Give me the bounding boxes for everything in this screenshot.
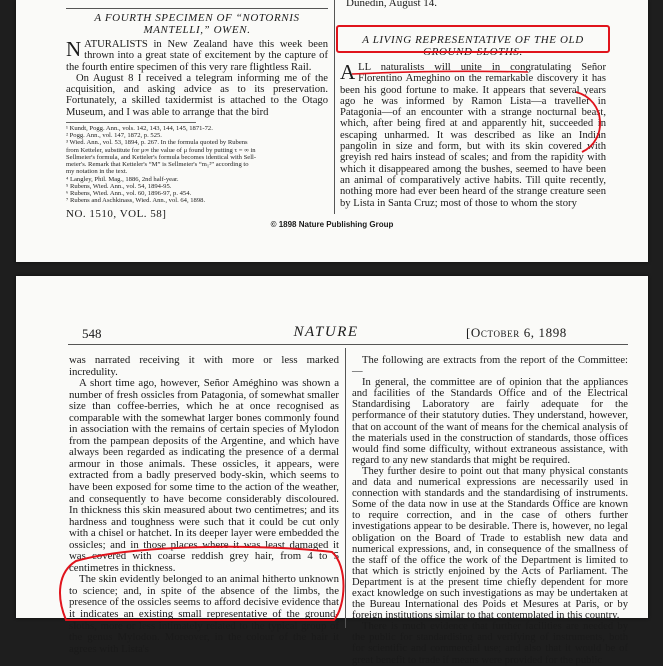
page-number: 548 bbox=[82, 326, 102, 341]
heading-line-2: GROUND-SLOTHS. bbox=[423, 46, 523, 58]
dateline: Dunedin, August 14. bbox=[346, 0, 438, 9]
footnote: ³ Wied. Ann., vol. 53, 1894, p. 267. In the formula quoted by Rubens bbox=[66, 139, 248, 147]
footnote: ¹ Kundt, Pogg. Ann., vols. 142, 143, 144, 145, 1871-72. bbox=[66, 125, 213, 133]
paragraph: was narrated receiving it with more or less marked incredulity. bbox=[69, 354, 339, 378]
bottom-page-scan bbox=[16, 276, 648, 666]
journal-title: NATURE bbox=[293, 324, 359, 340]
footnote: ⁵ Rubens, Wied. Ann., vol. 54, 1894-95. bbox=[66, 182, 172, 190]
paragraph: A short time ago, however, Señor Améghino was shown a number of fresh ossicles from Patagonia, of somewhat smaller size than coffee-berries, which he at once recognised as comparable with the somewhat larger bones commonly found in association with the remains of certain species of Mylodon from the pampean deposits of the Argentine, and which have always been regarded as indicating the presence of a dermal armour in those animals. These ossicles, it appears, were extracted from a badly preserved body-skin, which seems to have been exposed for some time to the action of the weather, and consequently to have become considerably discoloured. In thickness this skin measured about two centimetres; and its hardness and toughness were such that it could be cut only with a chisel or hatchet. In its deeper layer were embedded the ossicles; and in those places where it was least damaged it was covered with coarse reddish grey hair, from 4 to 5 centimetres in thickness. bbox=[69, 377, 339, 574]
red-ink-annotations bbox=[16, 276, 648, 618]
paragraph: On August 8 I received a telegram informing me of the acquisition, and asking advice as to its preservation. Fortunately, a skilled taxidermist is attached to the Otago Museum, and I was able to arrange that the bird bbox=[66, 72, 328, 118]
issue-label: NO. 1510, VOL. 58] bbox=[66, 208, 167, 221]
footnote: ⁶ Rubens, Wied. Ann., vol. 60, 1896-97, p. 454. bbox=[66, 189, 192, 197]
paragraph: The following are extracts from the report of the Committee:— bbox=[352, 355, 628, 378]
issue-date: [October 6, 1898 bbox=[466, 325, 567, 340]
drop-cap: N bbox=[66, 37, 82, 61]
red-underline bbox=[352, 71, 528, 74]
footnote: from Ketteler, substitute for μ∞ the value of μ found by putting τ = ∞ in bbox=[66, 146, 256, 154]
top-page-scan bbox=[16, 0, 648, 262]
footnote: Sellmeier's formula, and Ketteler's formula becomes identical with Sell- bbox=[66, 153, 257, 161]
heading-line-1: A FOURTH SPECIMEN OF “NOTORNIS bbox=[94, 12, 300, 24]
copyright-notice: © 1898 Nature Publishing Group bbox=[270, 220, 394, 229]
paragraph: They further desire to point out that many physical constants and data and numerical expressions are necessarily used in connection with standards and the standardising of instruments. Some of the data now in use at the Standards Office are known to require correction, and in the case of others further investigations appear to be desirable. There is, however, no legal obligation on the Board of Trade to establish new data and numerical expressions, and, in consequence of the smallness of the staff of the office the work of the Department is limited to that which is strictly enjoined by the Acts of Parliament. The Department is at the present time chiefly dependent for more exact knowledge on such investigations as may be undertaken at the Bureau International des Poids et Mesures at Paris, or by foreign institutions similar to that contemplated in this country. bbox=[352, 465, 628, 622]
paragraph: There is much evidence that further facilities are needed by the public for standardising and verifying of instruments, both for scientific and commercial use; and also that it would be of great benefit to trade if means were provided for the public bbox=[352, 621, 628, 666]
footnote: meier's. Remark that Ketteler's “M” is Sellmeier's “m₁²” according to bbox=[66, 161, 249, 169]
drop-cap: A bbox=[340, 60, 356, 84]
paragraph: The skin evidently belonged to an animal hitherto unknown to science; and, in spite of the absence of the limbs, the presence of the ossicles seems to afford decisive evidence that it indicates an existing small representative of the ground-sloths, more or less intimately related to the typical group of the genus Mylodon. Moreover, in the colour of the hair it agrees with Lista's bbox=[69, 573, 339, 655]
footnote: ⁴ Langley, Phil. Mag., 1886, 2nd half-year. bbox=[66, 175, 179, 183]
footnote: my notation in the text. bbox=[66, 168, 128, 176]
footnote: ⁷ Rubens and Aschkinass, Wied. Ann., vol. 64, 1898. bbox=[66, 197, 206, 205]
heading-line-2: MANTELLI,” OWEN. bbox=[143, 24, 251, 36]
paragraph: In general, the committee are of opinion that the appliances and facilities of the Standards Office and of the Electrical Standardising Laboratory are fairly adequate for the performance of their statutory duties. They understand, however, that on account of the want of means for the chemical analysis of the materials used in the construction of standards, those offices would find some difficulty, without extraneous assistance, with regard to any new standards that might be required. bbox=[352, 377, 628, 466]
footnote: ² Pogg. Ann., vol. 147, 1872, p. 525. bbox=[66, 132, 162, 140]
paragraph-text: LL naturalists will unite in congratulating Señor Florentino Ameghino on the remarkable discovery it has been his good fortune to make. It appears that several years ago he was informed by Ramon Lista—a traveller in Patagonia—of an encounter with a strange nocturnal beast, which, after being fired at and apparently hit, succeeded in escaping unharmed. It was described as like an Indian pangolin in size and form, but with its skin covered with greyish red hairs instead of scales; and from the rapidity with which it disappeared among the bushes, seemed to have been an animal of comparatively active habits. Till quite recently, nothing more had ever been heard of the strange creature seen by Lista in Santa Cruz; most of those to whom the story bbox=[340, 62, 606, 209]
red-bracket bbox=[576, 92, 600, 152]
heading-line-1: A LIVING REPRESENTATIVE OF THE OLD bbox=[362, 34, 584, 46]
red-circled-paragraph bbox=[60, 547, 343, 620]
paragraph-text: ATURALISTS in New Zealand have this week been thrown into a great state of excitement by the capture of the fourth entire specimen of this very rare flightless Rail. bbox=[66, 39, 328, 73]
